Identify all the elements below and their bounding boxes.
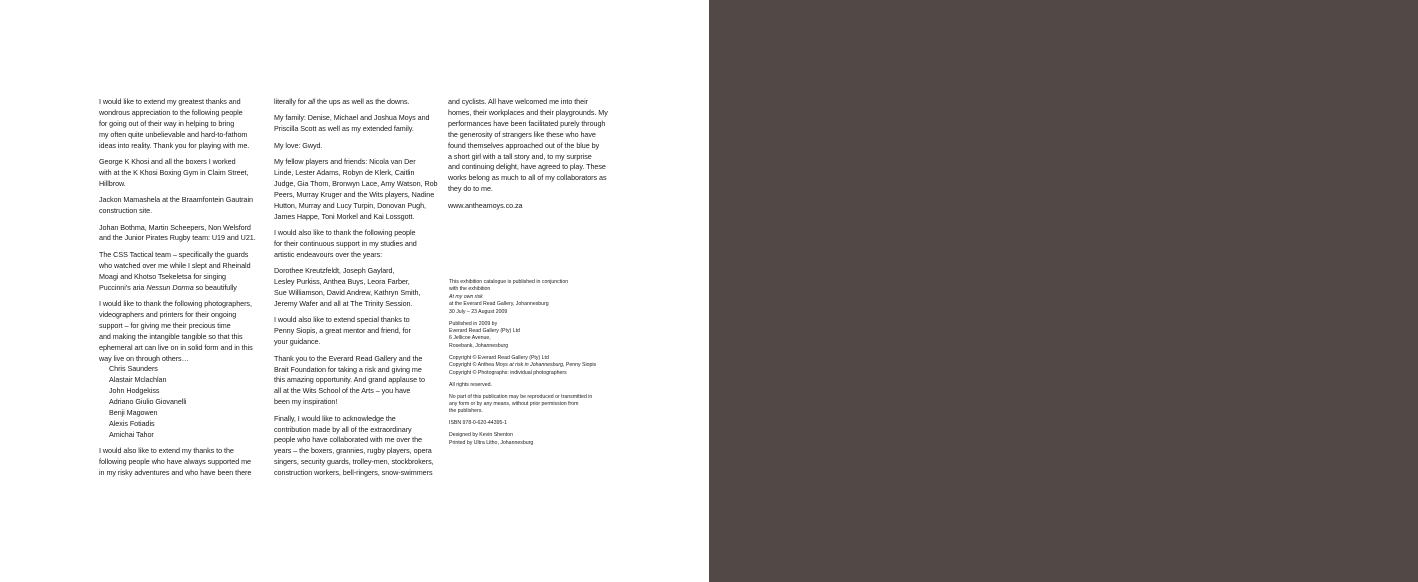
acknowledgements-column-3 — [448, 97, 623, 218]
tactical-team-paragraph: The CSS Tactical team – specifically the guards who watched over me while I slept and Rheinald Moagi and Khotso Tsekeletsa for singing Puccinni's aria Nessun Dorma so beautifully — [99, 249, 251, 292]
list-item: Amichai Tahor — [109, 429, 154, 439]
intro-paragraph: I would like to extend my greatest thanks and wondrous appreciation to the following people for going out of their way in helping to bring my often quite unbelievable and hard-to-fathom ideas into reality. Thank you for playing with me. — [99, 97, 250, 150]
list-item: Benji Magowen — [109, 408, 158, 418]
family-paragraph: My family: Denise, Michael and Joshua Moys and Priscilla Scott as well as my extended family. — [274, 113, 430, 134]
colophon-publisher: Published in 2009 by Everard Read Gallery (Pty) Ltd 6 Jellicoe Avenue, Rosebank, Johannesburg — [449, 320, 520, 349]
colophon — [449, 279, 624, 452]
studies-paragraph: I would also like to thank the following people for their continuous support in my studies and artistic endeavours over the years: — [274, 228, 417, 259]
list-item: Chris Saunders — [109, 364, 158, 374]
siopis-paragraph: I would also like to extend special thanks to Penny Siopis, a great mentor and friend, for your guidance. — [274, 315, 411, 347]
colophon-credits: Designed by Kevin Shenton Printed by Ultra Litho, Johannesburg — [449, 432, 534, 446]
colophon-isbn: ISBN 978-0-620-44395-1 — [449, 420, 507, 427]
colophon-rights: All rights reserved. — [449, 381, 492, 388]
closing-paragraph: and cyclists. All have welcomed me into their homes, their workplaces and their playgrounds. My performances have been facilitated purely through the generosity of strangers like these who have found themselves approached out of the blue by a short girl with a tall story and, to my surprise and continuing delight, have agreed to play. These works belong as much to all of my collaborators as they do to me. — [448, 97, 608, 194]
boxers-paragraph: George K Khosi and all the boxers I worked with at the K Khosi Boxing Gym in Claim Street, Hillbrow. — [99, 157, 249, 188]
colophon-notice: No part of this publication may be reproduced or transmitted in any form or by any means, without prior permission from the publishers. — [449, 393, 593, 415]
supporters-paragraph: I would also like to extend my thanks to the following people who have always supported me in my risky adventures and who have been there — [99, 446, 252, 478]
colophon-copyright: Copyright © Everard Read Gallery (Pty) Ltd Copyright © Anthea Moys at risk in Johannesburg, Penny Siopis Copyright © Photographs: individual photographers — [449, 354, 597, 376]
exhibition-title: At my own risk — [449, 293, 483, 300]
list-item: John Hodgekiss — [109, 386, 160, 396]
photographer-names-list — [99, 364, 271, 440]
aria-title: Nessun Dorma — [146, 282, 194, 292]
players-paragraph: My fellow players and friends: Nicola van Der Linde, Lester Adams, Robyn de Klerk, Caitlin Judge, Gia Thom, Bronwyn Lace, Amy Watson, Rob Peers, Murray Kruger and the Wits players, Nadine Hutton, Murray and Lucy Turpin, Donovan Pugh, James Happe, Toni Morkel and Kai Lossgott. — [274, 157, 438, 221]
acknowledgements-column-1 — [99, 97, 271, 485]
list-item: Alastair Mclachlan — [109, 375, 167, 385]
collaborators-paragraph: Finally, I would like to acknowledge the contribution made by all of the extraordinary people who have collaborated with me over the years – the boxers, grannies, rugby players, opera singers, security guards, trolley-men, stockbrokers, construction workers, bell-ringers, snow-swimmers — [274, 413, 434, 478]
rugby-paragraph: Johan Bothma, Martin Scheepers, Non Welsford and the Junior Pirates Rugby team: U19 and U21. — [99, 222, 256, 243]
photographers-paragraph: I would like to thank the following photographers, videographers and printers for their ongoing support – for giving me their precious time and making the intangible tangible so that this ephemeral art can live on in solid form and in this way live on through others… — [99, 299, 253, 363]
gallery-paragraph: Thank you to the Everard Read Gallery and the Brait Foundation for taking a risk and giving me this amazing opportunity. And grand applause to all at the Wits School of the Arts – you have been my inspiration! — [274, 353, 425, 407]
list-item: Adriano Giulio Giovanelli — [109, 397, 187, 407]
construction-paragraph: Jackon Mamashela at the Braamfontein Gautrain construction site. — [99, 195, 253, 216]
mentors-paragraph: Dorothee Kreutzfeldt, Joseph Gaylard, Lesley Purkiss, Anthea Buys, Leora Farber, Sue Williamson, David Andrew, Kathryn Smith, Jeremy Wafer and all at The Trinity Session. — [274, 266, 421, 308]
continuation-paragraph: literally for all the ups as well as the downs. — [274, 97, 410, 106]
list-item: Alexis Fotiadis — [109, 418, 155, 428]
love-paragraph: My love: Gwyd. — [274, 140, 323, 150]
website-address: www.antheamoys.co.za — [448, 201, 523, 211]
right-page-dark-panel — [709, 0, 1418, 582]
colophon-exhibition: This exhibition catalogue is published in conjunction with the exhibition At my own risk at the Everard Read Gallery, Johannesburg 30 July – 23 August 2009 — [449, 279, 569, 315]
acknowledgements-column-2 — [274, 97, 446, 485]
